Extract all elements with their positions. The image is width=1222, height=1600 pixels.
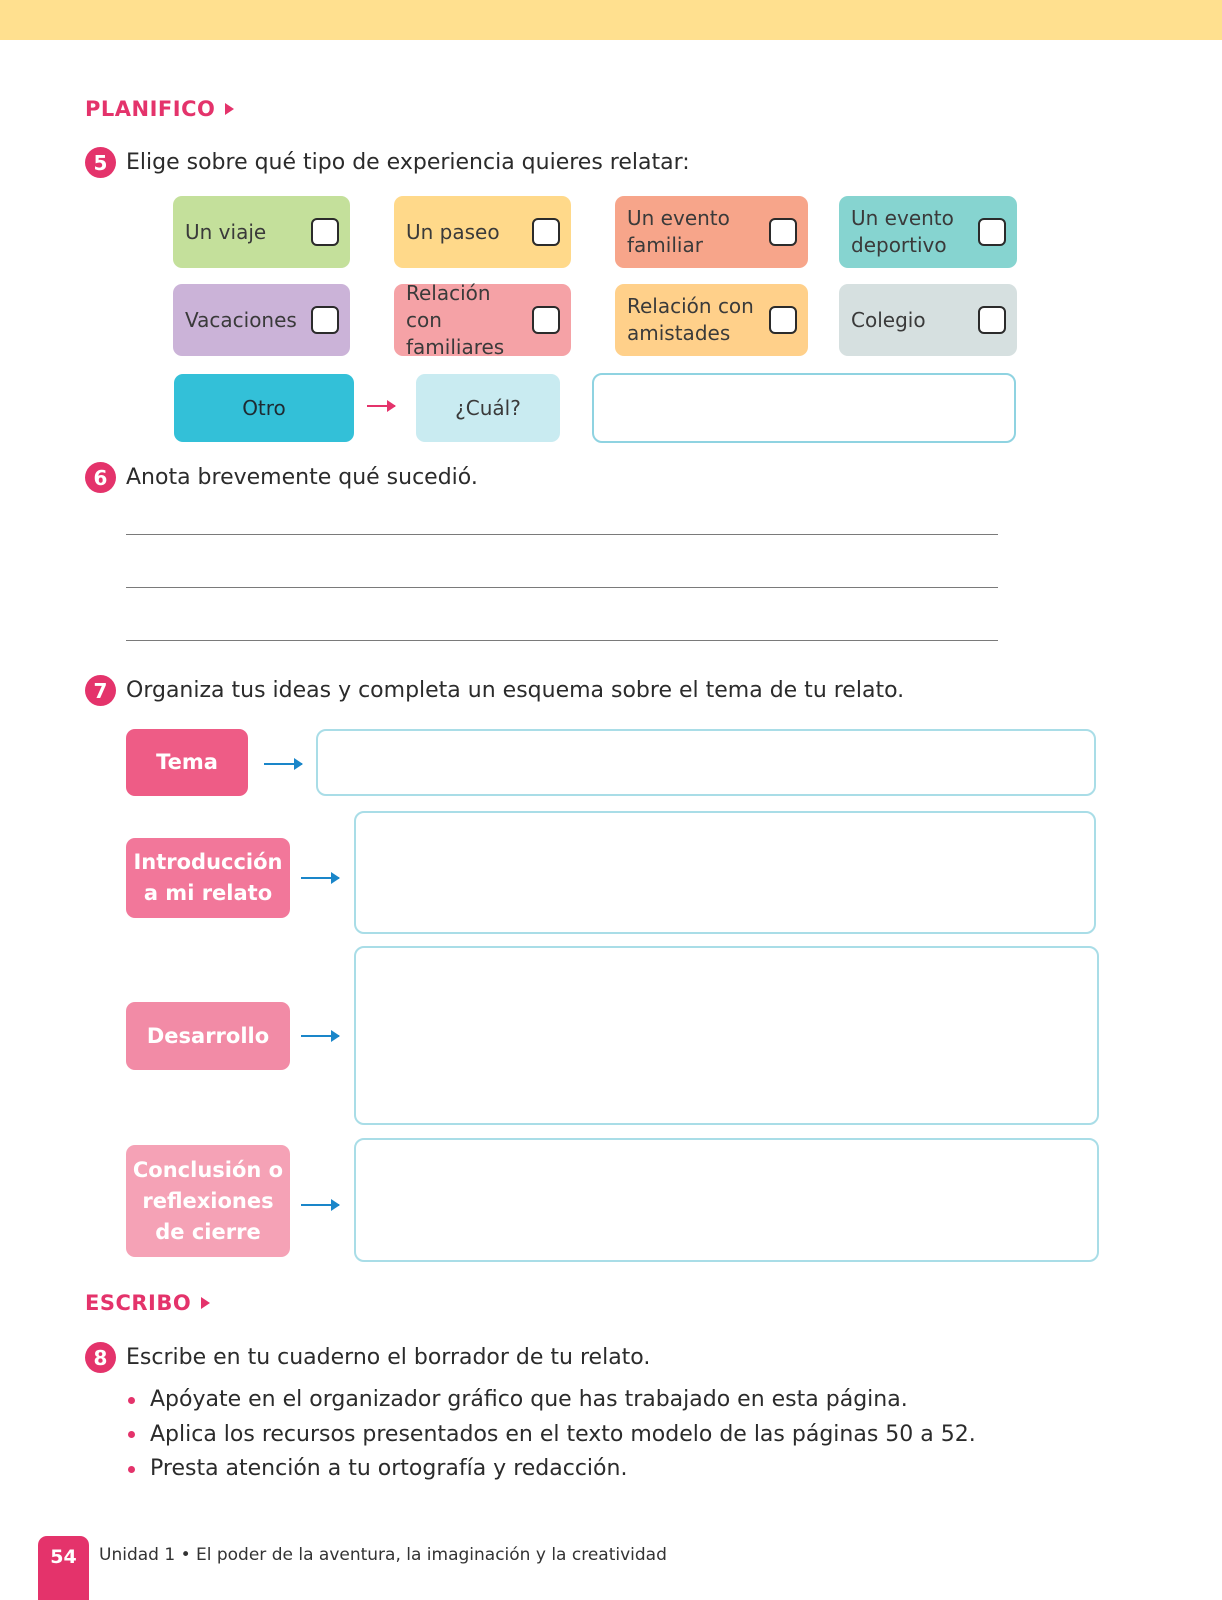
section-title-text: ESCRIBO: [85, 1291, 192, 1315]
introduction-label: Introducción a mi relato: [126, 838, 290, 918]
question-text: Organiza tus ideas y completa un esquema sobre el tema de tu relato.: [126, 678, 905, 703]
instruction-list: [128, 1383, 976, 1487]
page-number: 54: [38, 1536, 89, 1600]
topic-answer-box[interactable]: [316, 729, 1096, 796]
option-un-paseo[interactable]: [394, 196, 571, 268]
section-title-planifico: [85, 97, 234, 121]
question-text: Escribe en tu cuaderno el borrador de tu relato.: [126, 1345, 651, 1370]
option-checkbox[interactable]: [769, 306, 797, 334]
option-label: Relación con familiares: [406, 280, 505, 359]
question-8: [85, 1342, 650, 1373]
topic-label: Tema: [126, 729, 248, 796]
question-number-badge: 7: [85, 675, 116, 706]
question-number-badge: 6: [85, 462, 116, 493]
writing-line[interactable]: [126, 534, 998, 535]
option-relacion-familiares[interactable]: [394, 280, 571, 359]
arrow-right-icon: [264, 763, 302, 765]
development-answer-box[interactable]: [354, 946, 1099, 1125]
option-label: Vacaciones: [185, 307, 297, 332]
list-item: Aplica los recursos presentados en el texto modelo de las páginas 50 a 52.: [128, 1418, 976, 1453]
option-label: Un paseo: [406, 219, 500, 244]
option-checkbox[interactable]: [532, 218, 560, 246]
option-checkbox[interactable]: [311, 306, 339, 334]
arrow-right-icon: [301, 1035, 339, 1037]
option-label: Un evento deportivo: [851, 206, 954, 257]
section-title-escribo: [85, 1291, 210, 1315]
question-6: [85, 462, 478, 493]
question-number-badge: 8: [85, 1342, 116, 1373]
question-number-badge: 5: [85, 147, 116, 178]
option-label: Un viaje: [185, 219, 267, 244]
option-checkbox[interactable]: [769, 218, 797, 246]
question-5: [85, 147, 690, 178]
footer-unit-text: Unidad 1 • El poder de la aventura, la imaginación y la creatividad: [99, 1545, 667, 1565]
option-checkbox[interactable]: [532, 306, 560, 334]
arrow-right-icon: [301, 1204, 339, 1206]
option-vacaciones[interactable]: [173, 284, 350, 356]
list-item: Presta atención a tu ortografía y redacción.: [128, 1452, 976, 1487]
option-label: Colegio: [851, 307, 926, 332]
conclusion-label: Conclusión o reflexiones de cierre: [126, 1145, 290, 1257]
option-checkbox[interactable]: [311, 218, 339, 246]
option-un-evento-deportivo[interactable]: [839, 196, 1017, 268]
writing-line[interactable]: [126, 587, 998, 588]
question-text: Elige sobre qué tipo de experiencia quieres relatar:: [126, 150, 690, 175]
bullet-icon: [128, 1466, 135, 1473]
option-otro[interactable]: Otro: [174, 374, 354, 442]
other-experience-input[interactable]: [592, 373, 1016, 443]
option-checkbox[interactable]: [978, 218, 1006, 246]
option-label: Relación con amistades: [627, 294, 754, 345]
bullet-icon: [128, 1431, 135, 1438]
which-label: ¿Cuál?: [416, 374, 560, 442]
conclusion-answer-box[interactable]: [354, 1138, 1099, 1262]
arrow-right-icon: [367, 405, 395, 407]
top-color-band: [0, 0, 1222, 40]
question-text: Anota brevemente qué sucedió.: [126, 465, 478, 490]
arrow-right-icon: [301, 877, 339, 879]
option-un-viaje[interactable]: [173, 196, 350, 268]
option-checkbox[interactable]: [978, 306, 1006, 334]
question-7: [85, 675, 904, 706]
option-label: Un evento familiar: [627, 206, 730, 257]
list-item: Apóyate en el organizador gráfico que has trabajado en esta página.: [128, 1383, 976, 1418]
introduction-answer-box[interactable]: [354, 811, 1096, 934]
play-triangle-icon: [225, 103, 234, 115]
bullet-icon: [128, 1397, 135, 1404]
option-un-evento-familiar[interactable]: [615, 196, 808, 268]
section-title-text: PLANIFICO: [85, 97, 216, 121]
play-triangle-icon: [201, 1297, 210, 1309]
option-relacion-amistades[interactable]: [615, 284, 808, 356]
development-label: Desarrollo: [126, 1002, 290, 1070]
option-colegio[interactable]: [839, 284, 1017, 356]
writing-line[interactable]: [126, 640, 998, 641]
